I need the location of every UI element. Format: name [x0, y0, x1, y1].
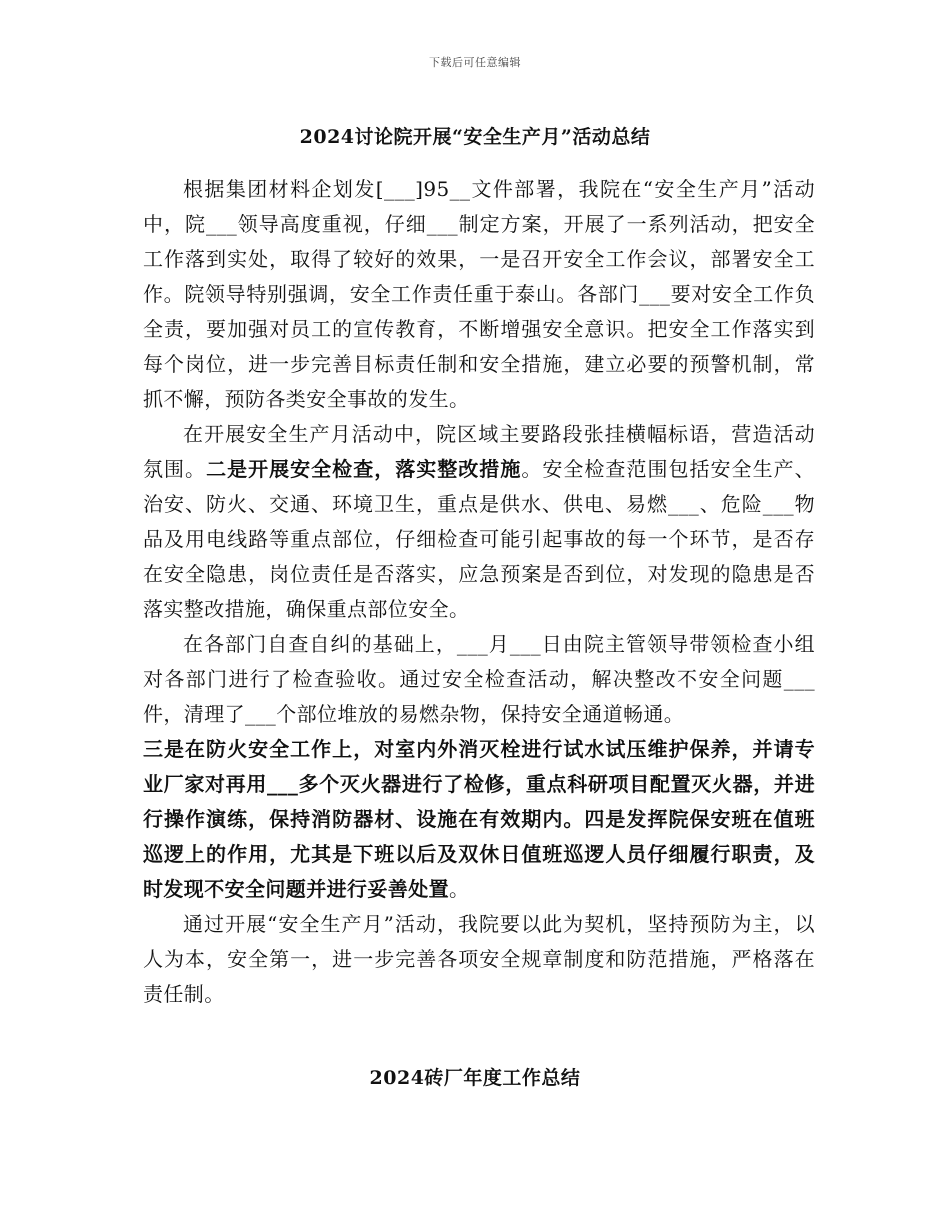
paragraph-2-bold-heading: 二是开展安全检查，落实整改措施	[206, 457, 522, 481]
paragraph-2-body: 。安全检查范围包括安全生产、治安、防火、交通、环境卫生，重点是供水、供电、易燃___、危险___物品及用电线路等重点部位，仔细检查可能引起事故的每一个环节，是否存在安全隐患，岗位责任是否落实，应急预案是否到位，对发现的隐患是否落实整改措施，确保重点部位安全。	[143, 457, 816, 621]
paragraph-1: 根据集团材料企划发[___]95__文件部署，我院在“安全生产月”活动中，院___领导高度重视，仔细___制定方案，开展了一系列活动，把安全工作落到实处，取得了较好的效果，一是召开安全工作会议，部署安全工作。院领导特别强调，安全工作责任重于泰山。各部门___要对安全工作负全责，要加强对员工的宣传教育，不断增强安全意识。把安全工作落实到每个岗位，进一步完善目标责任制和安全措施，建立必要的预警机制，常抓不懈，预防各类安全事故的发生。	[143, 177, 815, 411]
header-note: 下载后可任意编辑	[429, 56, 521, 69]
document-body	[143, 172, 815, 1012]
next-document-title: 2024砖厂年度工作总结	[369, 1067, 581, 1089]
document-title: 2024讨论院开展“安全生产月”活动总结	[299, 126, 651, 148]
paragraph-3: 在各部门自查自纠的基础上，___月___日由院主管领导带领检查小组对各部门进行了检查验收。通过安全检查活动，解决整改不安全问题___件，清理了___个部位堆放的易燃杂物，保持安全通道畅通。	[143, 632, 815, 726]
paragraph-5: 通过开展“安全生产月”活动，我院要以此为契机，坚持预防为主，以人为本，安全第一，进一步完善各项安全规章制度和防范措施，严格落在责任制。	[143, 912, 815, 1006]
paragraph-2-intro: 在开展安全生产月活动中，院区域主要路段张挂横幅标语，营造活动氛围。	[143, 422, 815, 481]
paragraph-4-bold-text: 三是在防火安全工作上，对室内外消灭栓进行试水试压维护保养，并请专业厂家对再用___多个灭火器进行了检修，重点科研项目配置灭火器，并进行操作演练，保持消防器材、设施在有效期内。四是发挥院保安班在值班巡逻上的作用，尤其是下班以后及双休日值班巡逻人员仔细履行职责，及时发现不安全问题并进行妥善处置	[143, 737, 815, 901]
paragraph-4	[143, 732, 815, 907]
paragraph-4-end: 。	[449, 877, 470, 901]
paragraph-2	[143, 417, 815, 627]
